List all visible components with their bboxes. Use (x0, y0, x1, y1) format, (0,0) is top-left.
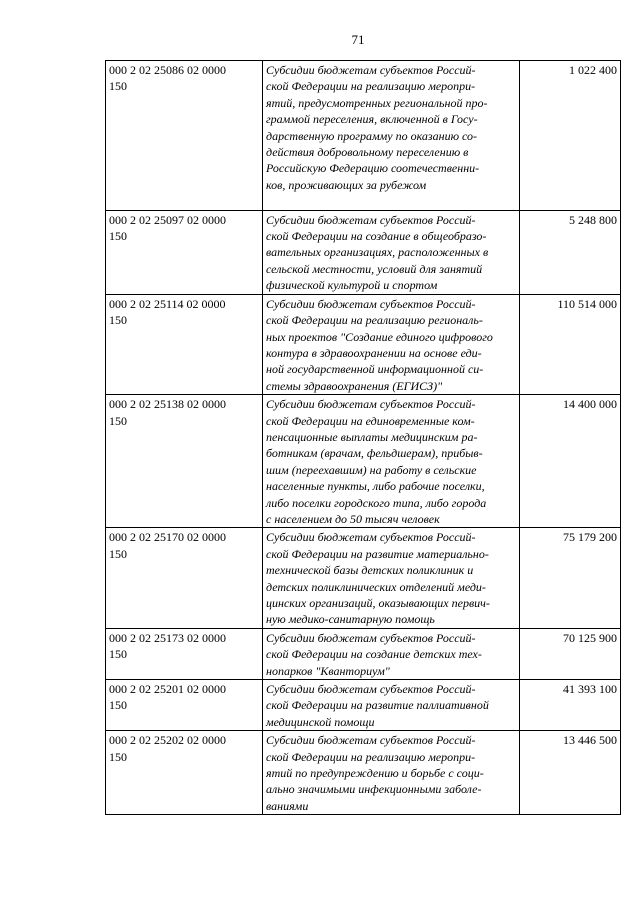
description-cell (263, 680, 520, 731)
description-cell (263, 395, 520, 528)
description-cell (263, 61, 520, 211)
description-line: Субсидии бюджетам субъектов Россий- (266, 212, 476, 227)
budget-code-cell (106, 210, 263, 294)
table-row (106, 628, 621, 679)
description-line: ятий, предусмотренных региональной про- (266, 95, 488, 110)
budget-code-cell (106, 294, 263, 394)
amount-cell: 14 400 000 (520, 395, 621, 528)
description-cell (263, 731, 520, 815)
budget-code-cell (106, 395, 263, 528)
budget-code: 150 (109, 229, 127, 244)
description-line: ской Федерации на реализацию региональ- (266, 313, 483, 328)
amount-cell: 70 125 900 (520, 628, 621, 679)
amount-cell: 1 022 400 (520, 61, 621, 211)
amount-cell: 110 514 000 (520, 294, 621, 394)
budget-code-cell (106, 61, 263, 211)
description-line: стемы здравоохранения (ЕГИСЗ)" (266, 378, 443, 393)
description-cell (263, 294, 520, 394)
description-line: контура в здравоохранении на основе еди- (266, 345, 482, 360)
description-line: Субсидии бюджетам субъектов Россий- (266, 630, 476, 645)
budget-code-cell (106, 680, 263, 731)
description-line: ской Федерации на единовременные ком- (266, 413, 475, 428)
description-line: ных проектов "Создание единого цифрового (266, 329, 493, 344)
description-line: действия добровольному переселению в (266, 145, 469, 160)
description-line: Российскую Федерацию соотечественни- (266, 161, 480, 176)
description-line: Субсидии бюджетам субъектов Россий- (266, 530, 476, 545)
page-number: 71 (351, 32, 365, 47)
budget-table-body (106, 61, 621, 815)
budget-code-cell (106, 731, 263, 815)
table-row (106, 294, 621, 394)
description-line: ской Федерации на создание в общеобразо- (266, 229, 487, 244)
budget-code: 000 2 02 25173 02 0000 (109, 630, 226, 645)
amount-cell: 41 393 100 (520, 680, 621, 731)
description-line: цинских организаций, оказывающих первич- (266, 596, 490, 610)
budget-code-cell (106, 628, 263, 679)
description-line: Субсидии бюджетам субъектов Россий- (266, 397, 476, 412)
budget-code: 000 2 02 25097 02 0000 (109, 212, 226, 227)
description-line: ской Федерации на развитие паллиативной (266, 698, 489, 713)
budget-code: 150 (109, 647, 127, 662)
description-line: Субсидии бюджетам субъектов Россий- (266, 733, 476, 748)
description-line: ской Федерации на создание детских тех- (266, 647, 482, 662)
description-line: граммой переселения, включенной в Госу- (266, 112, 478, 127)
description-line: ально значимыми инфекционными заболе- (266, 782, 482, 797)
table-row (106, 210, 621, 294)
description-spacer (266, 193, 516, 209)
description-line: технической базы детских поликлиник и (266, 563, 474, 578)
table-row (106, 61, 621, 211)
budget-code: 000 2 02 25114 02 0000 (109, 296, 226, 311)
description-line: вательных организациях, расположенных в (266, 245, 489, 260)
description-line: Субсидии бюджетам субъектов Россий- (266, 296, 476, 311)
description-line: ботникам (врачам, фельдшерам), прибыв- (266, 446, 483, 461)
description-line: с населением до 50 тысяч человек (266, 511, 440, 526)
description-line: ную медико-санитарную помощь (266, 612, 435, 627)
budget-table (105, 60, 621, 815)
budget-code: 000 2 02 25201 02 0000 (109, 682, 226, 697)
description-line: пенсационные выплаты медицинским ра- (266, 429, 478, 444)
budget-code: 150 (109, 546, 127, 561)
budget-code: 150 (109, 698, 127, 713)
description-line: ской Федерации на развитие материально- (266, 546, 489, 561)
amount-cell: 5 248 800 (520, 210, 621, 294)
budget-code: 150 (109, 313, 127, 328)
budget-code: 150 (109, 749, 127, 764)
description-line: ной государственной информационной си- (266, 362, 484, 377)
description-cell (263, 210, 520, 294)
budget-code: 150 (109, 79, 127, 94)
table-row (106, 680, 621, 731)
budget-code: 150 (109, 413, 127, 428)
description-line: населенные пункты, либо рабочие поселки, (266, 479, 485, 494)
description-line: ской Федерации на реализацию меропри- (266, 749, 476, 764)
amount-cell: 75 179 200 (520, 528, 621, 628)
amount-cell: 13 446 500 (520, 731, 621, 815)
description-line: Субсидии бюджетам субъектов Россий- (266, 682, 476, 697)
description-line: ской Федерации на реализацию меропри- (266, 79, 476, 94)
table-row (106, 731, 621, 815)
description-line: медицинской помощи (266, 714, 375, 729)
table-row (106, 395, 621, 528)
budget-code: 000 2 02 25138 02 0000 (109, 397, 226, 412)
description-cell (263, 628, 520, 679)
description-line: дарственную программу по оказанию со- (266, 128, 478, 143)
description-line: детских поликлинических отделений меди- (266, 579, 486, 594)
table-row (106, 528, 621, 628)
budget-code: 000 2 02 25170 02 0000 (109, 530, 226, 545)
description-line: шим (переехавшим) на работу в сельские (266, 462, 477, 477)
description-line: ваниями (266, 798, 309, 813)
description-cell (263, 528, 520, 628)
description-line: ятий по предупреждению и борьбе с соци- (266, 766, 484, 781)
description-line: физической культурой и спортом (266, 278, 438, 293)
budget-code: 000 2 02 25086 02 0000 (109, 63, 226, 77)
description-line: сельской местности, условий для занятий (266, 261, 483, 276)
description-line: нопарков "Кванториум" (266, 663, 390, 678)
description-line: Субсидии бюджетам субъектов Россий- (266, 63, 476, 77)
budget-code: 000 2 02 25202 02 0000 (109, 733, 226, 748)
description-line: либо поселки городского типа, либо города (266, 495, 487, 510)
description-line: ков, проживающих за рубежом (266, 177, 427, 192)
budget-code-cell (106, 528, 263, 628)
